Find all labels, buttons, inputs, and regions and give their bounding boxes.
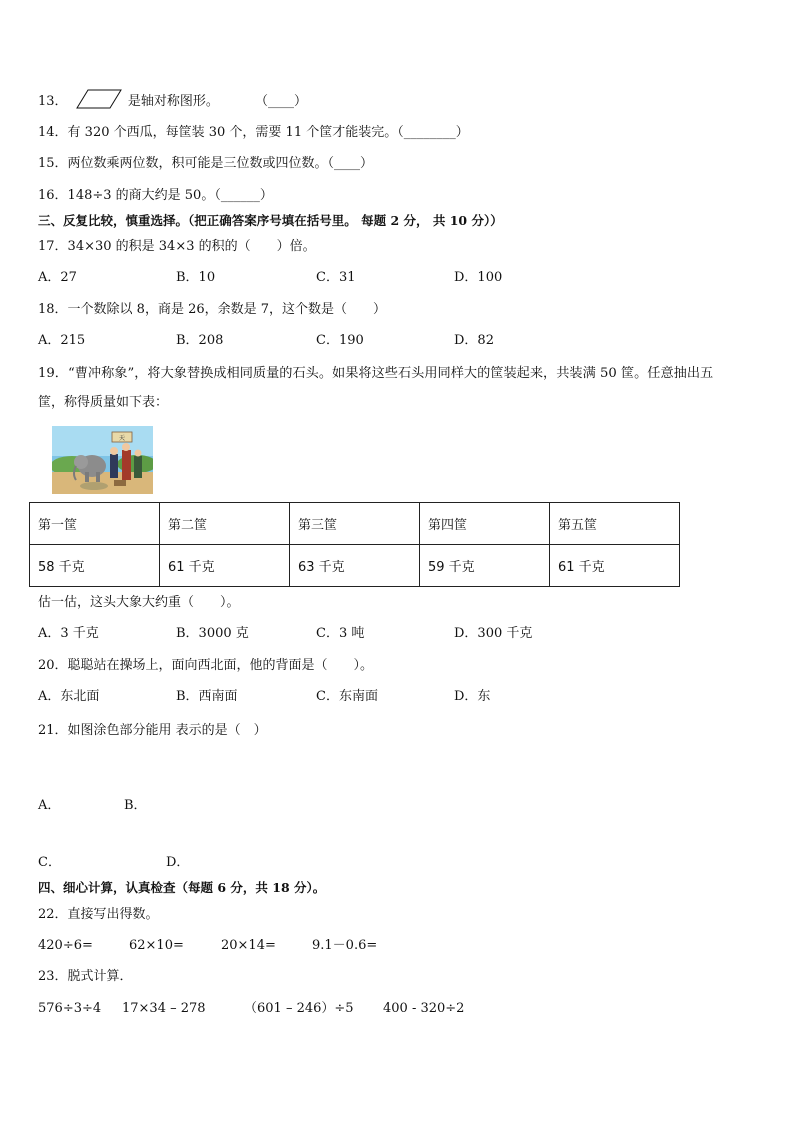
q18-option-d: D．82 xyxy=(454,333,494,348)
q21-option-b: B． xyxy=(124,798,147,813)
question-23: 23．脱式计算． xyxy=(38,969,133,984)
table-header-cell: 第四筐 xyxy=(420,503,550,545)
q21-option-d: D． xyxy=(166,855,190,870)
basket-weight-table xyxy=(29,502,680,587)
q19-option-d: D．300 千克 xyxy=(454,626,533,641)
q18-option-b: B．208 xyxy=(176,333,224,348)
q21-option-c: C． xyxy=(38,855,61,870)
question-19-line2: 筐，称得质量如下表： xyxy=(38,395,169,410)
parallelogram-icon xyxy=(76,89,122,115)
q17-option-a: A．27 xyxy=(38,270,77,285)
table-cell: 61 千克 xyxy=(160,545,290,587)
question-20: 20．聪聪站在操场上，面向西北面，他的背面是（ ）。 xyxy=(38,658,374,673)
q23-item: （601 – 246）÷5 xyxy=(244,1001,354,1016)
q18-option-a: A．215 xyxy=(38,333,86,348)
table-header-row xyxy=(30,503,680,545)
question-16: 16．148÷3 的商大约是 50。（______） xyxy=(38,188,273,203)
cao-chong-weighs-elephant-illustration xyxy=(52,426,153,494)
q20-option-c: C．东南面 xyxy=(316,689,378,704)
question-19-line1: 19．“曹冲称象”，将大象替换成相同质量的石头。如果将这些石头用同样大的筐装起来，共装满 50 筐。任意抽出五 xyxy=(38,366,714,381)
table-row xyxy=(30,545,680,587)
table-header-cell: 第三筐 xyxy=(290,503,420,545)
q23-item: 17×34 – 278 xyxy=(122,1001,206,1016)
q20-option-d: D．东 xyxy=(454,689,491,704)
q13-number: 13． xyxy=(38,94,68,109)
table-cell: 58 千克 xyxy=(30,545,160,587)
q22-item: 62×10= xyxy=(129,938,184,953)
q19-option-c: C．3 吨 xyxy=(316,626,365,641)
question-22: 22．直接写出得数。 xyxy=(38,907,159,922)
table-cell: 59 千克 xyxy=(420,545,550,587)
question-17: 17．34×30 的积是 34×3 的积的（ ）倍。 xyxy=(38,239,316,254)
q13-text: 是轴对称图形。 xyxy=(127,94,219,109)
q19-option-a: A．3 千克 xyxy=(38,626,99,641)
question-15: 15．两位数乘两位数，积可能是三位数或四位数。（____） xyxy=(38,156,374,171)
section-4-title: 四、细心计算，认真检查（每题 6 分，共 18 分）。 xyxy=(38,880,326,895)
q22-item: 9.1－0.6= xyxy=(312,938,378,953)
q22-item: 420÷6= xyxy=(38,938,93,953)
q21-option-a: A． xyxy=(38,798,61,813)
svg-text:天: 天 xyxy=(118,435,126,442)
q18-option-c: C．190 xyxy=(316,333,364,348)
q20-option-b: B．西南面 xyxy=(176,689,238,704)
q22-item: 20×14= xyxy=(221,938,276,953)
q20-option-a: A．东北面 xyxy=(38,689,100,704)
question-21: 21．如图涂色部分能用 表示的是（ ） xyxy=(38,723,267,738)
table-header-cell: 第一筐 xyxy=(30,503,160,545)
q19-option-b: B．3000 克 xyxy=(176,626,249,641)
section-3-title: 三、反复比较，慎重选择。（把正确答案序号填在括号里。 每题 2 分， 共 10 分）） xyxy=(38,213,503,228)
table-cell: 61 千克 xyxy=(550,545,680,587)
q23-item: 576÷3÷4 xyxy=(38,1001,102,1016)
question-19-ask: 估一估，这头大象大约重（ ）。 xyxy=(38,595,240,610)
question-14: 14．有 320 个西瓜，每筐装 30 个，需要 11 个筐才能装完。（________） xyxy=(38,125,469,140)
q23-item: 400 - 320÷2 xyxy=(383,1001,465,1016)
table-cell: 63 千克 xyxy=(290,545,420,587)
q17-option-c: C．31 xyxy=(316,270,356,285)
q13-answer-paren: （____） xyxy=(254,94,307,109)
q17-option-d: D．100 xyxy=(454,270,503,285)
question-13 xyxy=(38,89,307,115)
table-header-cell: 第五筐 xyxy=(550,503,680,545)
table-header-cell: 第二筐 xyxy=(160,503,290,545)
question-18: 18．一个数除以 8，商是 26，余数是 7，这个数是（ ） xyxy=(38,302,387,317)
q17-option-b: B．10 xyxy=(176,270,216,285)
